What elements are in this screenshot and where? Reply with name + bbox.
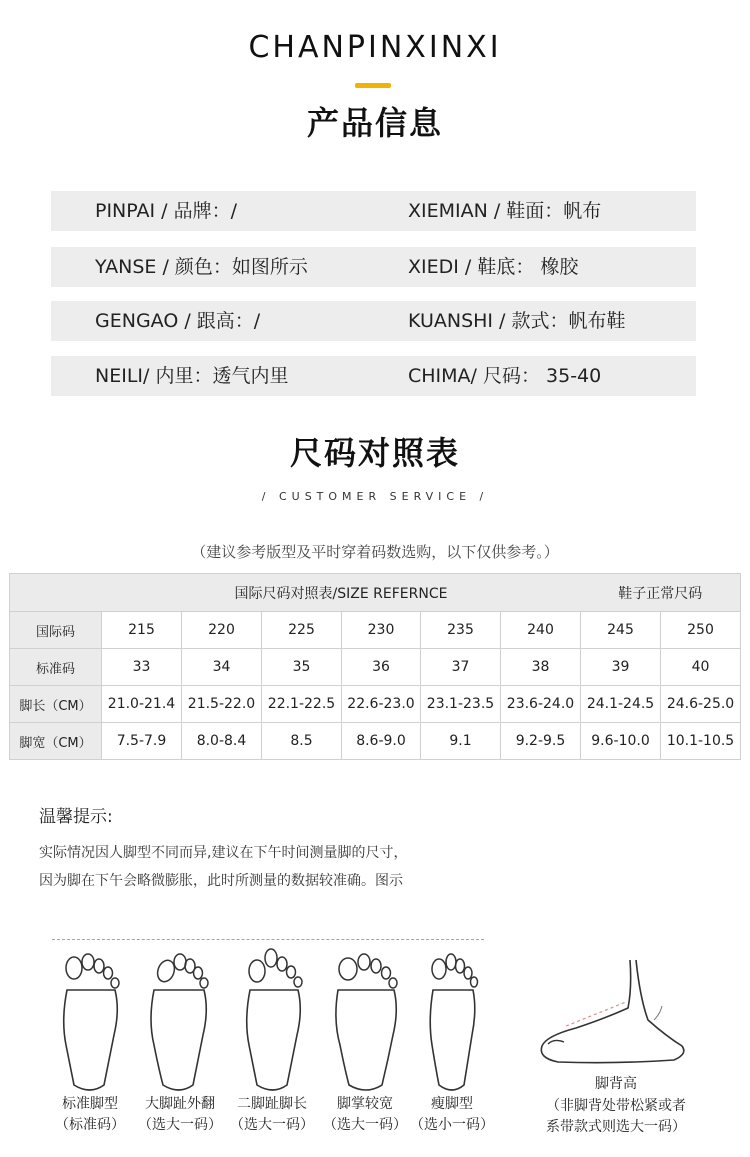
info-lining: NEILI/ 内里：透气内里: [95, 365, 289, 387]
table-cell: 8.5: [262, 723, 342, 760]
table-cell: 9.2-9.5: [501, 723, 581, 760]
row-label: 脚长（CM）: [10, 686, 102, 723]
table-cell: 9.1: [421, 723, 501, 760]
info-size-range: CHIMA/ 尺码： 35-40: [408, 365, 602, 387]
table-cell: 33: [102, 649, 182, 686]
table-cell: 37: [421, 649, 501, 686]
instep-advice-1: （非脚背处带松紧或者: [546, 1098, 686, 1114]
table-cell: 7.5-7.9: [102, 723, 182, 760]
row-label: 国际码: [10, 612, 102, 649]
foot-narrow-advice: （选小一码）: [410, 1117, 494, 1133]
table-row: [10, 723, 741, 760]
foot-standard-name: 标准脚型: [62, 1096, 118, 1112]
tips-line-2: 因为脚在下午会略微膨胀，此时所测量的数据较准确。图示: [39, 873, 403, 889]
foot-wide-name: 脚掌较宽: [337, 1096, 393, 1112]
row-label: 标准码: [10, 649, 102, 686]
toe-reference-line: [52, 939, 484, 940]
table-row: [10, 612, 741, 649]
table-cell: 34: [182, 649, 262, 686]
foot-standard-advice: （标准码）: [55, 1117, 125, 1133]
table-cell: 240: [501, 612, 581, 649]
size-advice: （建议参考版型及平时穿着码数选购，以下仅供参考。）: [191, 543, 559, 561]
table-cell: 8.0-8.4: [182, 723, 262, 760]
table-cell: 245: [581, 612, 661, 649]
info-upper: XIEMIAN / 鞋面：帆布: [408, 200, 602, 222]
size-table-header: [10, 574, 741, 612]
customer-service-subtitle: / CUSTOMER SERVICE /: [261, 490, 489, 503]
table-cell: 39: [581, 649, 661, 686]
table-cell: 235: [421, 612, 501, 649]
narrow-foot-icon: [419, 945, 485, 1095]
table-cell: 8.6-9.0: [342, 723, 421, 760]
info-style: KUANSHI / 款式：帆布鞋: [408, 310, 626, 332]
table-row: [10, 649, 741, 686]
header-title-en: CHANPINXINXI: [248, 30, 502, 65]
table-cell: 230: [342, 612, 421, 649]
table-cell: 36: [342, 649, 421, 686]
table-cell: 215: [102, 612, 182, 649]
info-row-3: [51, 301, 696, 341]
info-sole: XIEDI / 鞋底： 橡胶: [408, 256, 579, 278]
table-cell: 22.1-22.5: [262, 686, 342, 723]
size-table-corner: [10, 574, 102, 612]
info-row-1: [51, 191, 696, 231]
size-table-intl-header: 国际尺码对照表/SIZE REFERNCE: [102, 574, 581, 612]
long-second-toe-foot-icon: [240, 945, 306, 1095]
info-heel: GENGAO / 跟高：/: [95, 310, 261, 332]
table-cell: 21.5-22.0: [182, 686, 262, 723]
header-accent-bar: [355, 83, 391, 88]
table-cell: 9.6-10.0: [581, 723, 661, 760]
info-color: YANSE / 颜色：如图所示: [95, 256, 308, 278]
table-cell: 24.6-25.0: [661, 686, 741, 723]
foot-second-toe-name: 二脚趾脚长: [237, 1096, 307, 1112]
foot-narrow-name: 瘦脚型: [431, 1096, 473, 1112]
info-row-4: [51, 356, 696, 396]
table-cell: 23.6-24.0: [501, 686, 581, 723]
foot-bunion-name: 大脚趾外翻: [145, 1096, 215, 1112]
row-label: 脚宽（CM）: [10, 723, 102, 760]
wide-foot-icon: [333, 945, 399, 1095]
table-row: [10, 686, 741, 723]
standard-foot-icon: [57, 945, 123, 1095]
table-cell: 21.0-21.4: [102, 686, 182, 723]
instep-foot-icon: [536, 958, 692, 1068]
info-row-2: [51, 247, 696, 287]
size-table-normal-header: 鞋子正常尺码: [581, 574, 741, 612]
foot-wide-advice: （选大一码）: [323, 1117, 407, 1133]
size-chart-title: 尺码对照表: [289, 434, 460, 472]
size-table: [9, 573, 741, 760]
instep-name: 脚背高: [595, 1076, 637, 1092]
table-cell: 22.6-23.0: [342, 686, 421, 723]
table-cell: 23.1-23.5: [421, 686, 501, 723]
foot-second-toe-advice: （选大一码）: [230, 1117, 314, 1133]
table-cell: 250: [661, 612, 741, 649]
table-cell: 38: [501, 649, 581, 686]
table-cell: 10.1-10.5: [661, 723, 741, 760]
table-cell: 40: [661, 649, 741, 686]
info-brand: PINPAI / 品牌：/: [95, 200, 237, 222]
tips-line-1: 实际情况因人脚型不同而异,建议在下午时间测量脚的尺寸，: [39, 845, 408, 861]
header-title-cn: 产品信息: [306, 104, 443, 142]
bunion-foot-icon: [146, 945, 212, 1095]
table-cell: 24.1-24.5: [581, 686, 661, 723]
tips-title: 温馨提示:: [39, 807, 113, 827]
instep-advice-2: 系带款式则选大一码）: [546, 1119, 686, 1135]
foot-bunion-advice: （选大一码）: [138, 1117, 222, 1133]
table-cell: 220: [182, 612, 262, 649]
table-cell: 225: [262, 612, 342, 649]
table-cell: 35: [262, 649, 342, 686]
